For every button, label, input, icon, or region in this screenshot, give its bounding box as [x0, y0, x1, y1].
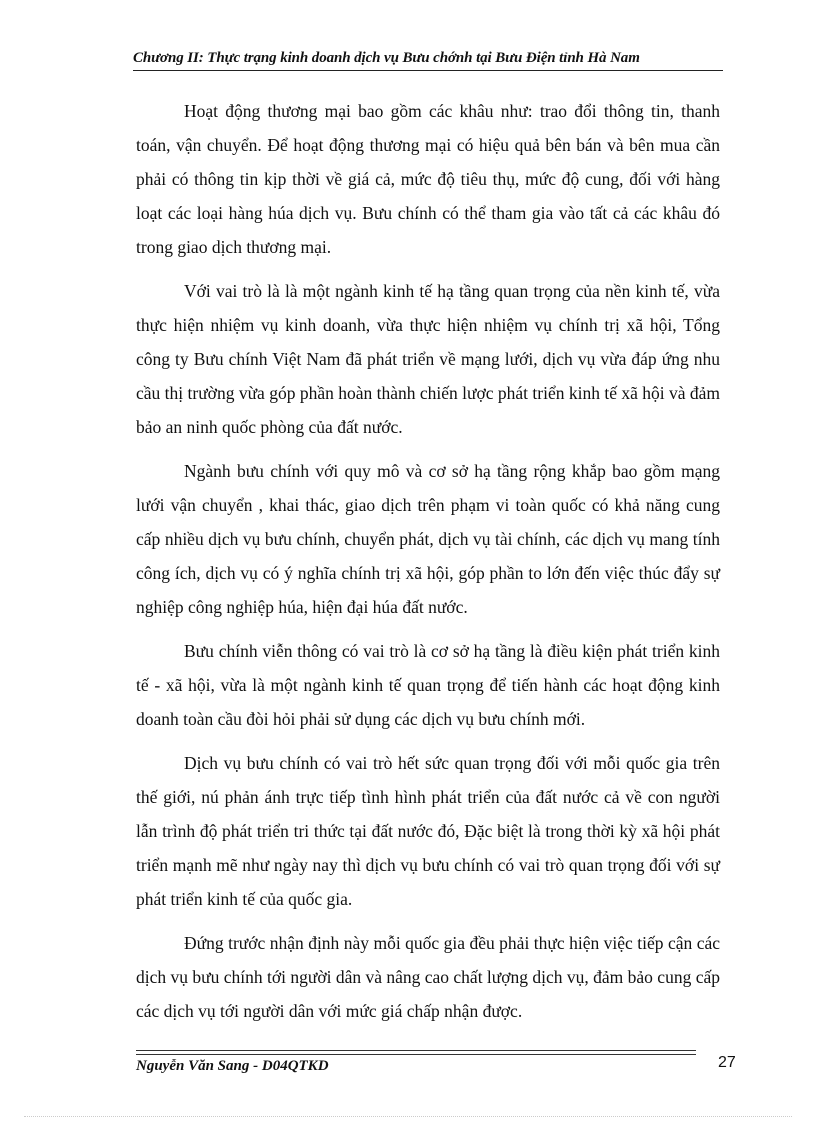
paragraph: Bưu chính viễn thông có vai trò là cơ sở hạ tầng là điều kiện phát triển kinh tế - xã hội, vừa là một ngành kinh tế quan trọng để tiến hành các hoạt động kinh doanh toàn cầu đòi hỏi phải sử dụng các dịch vụ bưu chính mới. [136, 641, 720, 729]
paragraph: Dịch vụ bưu chính có vai trò hết sức quan trọng đối với mỗi quốc gia trên thế giới, nú phản ánh trực tiếp tình hình phát triển của đất nước cả về con người lẫn trình độ phát triển tri thức tại đất nước đó, Đặc biệt là trong thời kỳ xã hội phát triển mạnh mẽ như ngày nay thì dịch vụ bưu chính có vai trò quan trọng đối với sự phát triển kinh tế của quốc gia. [136, 753, 720, 909]
footer-author: Nguyễn Văn Sang - D04QTKD [136, 1058, 329, 1074]
page-edge-divider [24, 1116, 792, 1117]
paragraph: Đứng trước nhận định này mỗi quốc gia đều phải thực hiện việc tiếp cận các dịch vụ bưu chính tới người dân và nâng cao chất lượng dịch vụ, đảm bảo cung cấp các dịch vụ tới người dân với mức giá chấp nhận được. [136, 933, 720, 1021]
paragraph: Ngành bưu chính với quy mô và cơ sở hạ tầng rộng khắp bao gồm mạng lưới vận chuyển , khai thác, giao dịch trên phạm vi toàn quốc có khả năng cung cấp nhiều dịch vụ bưu chính, chuyển phát, dịch vụ tài chính, các dịch vụ mang tính công ích, dịch vụ có ý nghĩa chính trị xã hội, góp phần to lớn đến việc thúc đẩy sự nghiệp công nghiệp húa, hiện đại húa đất nước. [136, 461, 720, 617]
page-number: 27 [718, 1054, 736, 1071]
footer-divider [136, 1050, 696, 1055]
page-header-title: Chương II: Thực trạng kinh doanh dịch vụ Bưu chớnh tại Bưu Điện tỉnh Hà Nam [133, 50, 723, 71]
body-text [136, 94, 720, 1038]
paragraph: Với vai trò là là một ngành kinh tế hạ tầng quan trọng của nền kinh tế, vừa thực hiện nhiệm vụ kinh doanh, vừa thực hiện nhiệm vụ chính trị xã hội, Tổng công ty Bưu chính Việt Nam đã phát triển về mạng lưới, dịch vụ vừa đáp ứng nhu cầu thị trường vừa góp phần hoàn thành chiến lược phát triển kinh tế xã hội và đảm bảo an ninh quốc phòng của đất nước. [136, 281, 720, 437]
paragraph: Hoạt động thương mại bao gồm các khâu như: trao đổi thông tin, thanh toán, vận chuyển. Để hoạt động thương mại có hiệu quả bên bán và bên mua cần phải có thông tin kịp thời về giá cả, mức độ tiêu thụ, mức độ cung, đối với hàng loạt các loại hàng húa dịch vụ. Bưu chính có thể tham gia vào tất cả các khâu đó trong giao dịch thương mại. [136, 101, 720, 257]
